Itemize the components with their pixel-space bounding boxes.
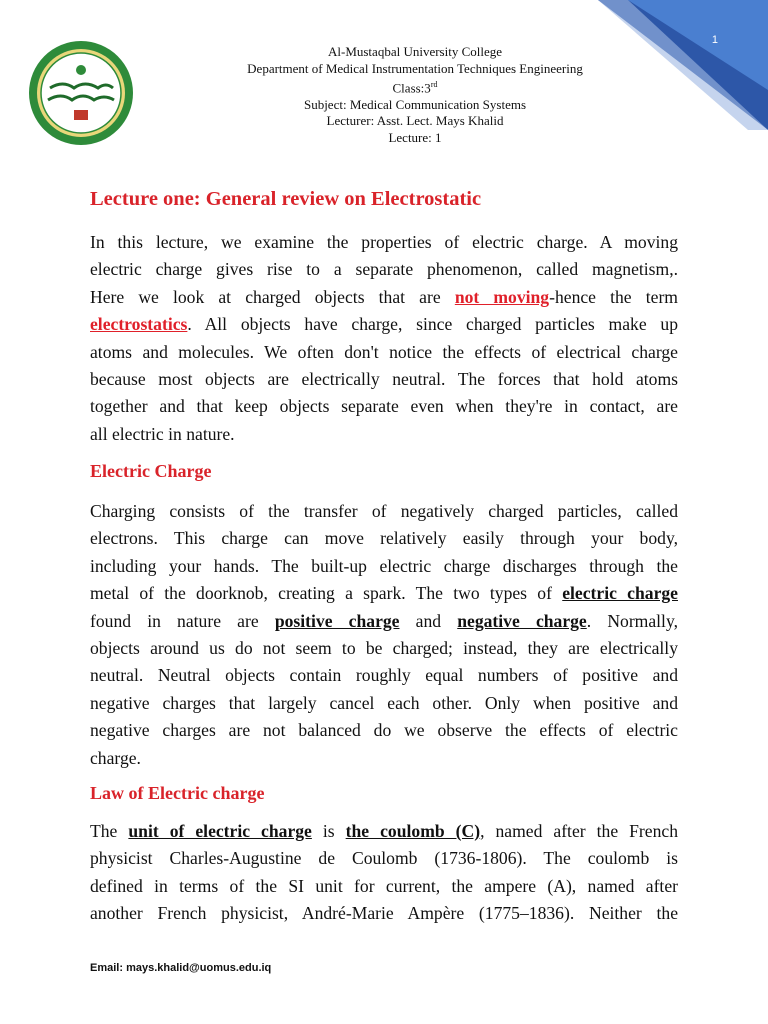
law-paragraph: The unit of electric charge is the coulomb (C), named after the French physicist Charles-Augustine de Coulomb (1736-1806). The coulomb is defined in terms of the SI unit for current, the ampere (A), named after another French physicist, André-Marie Ampère (1775–1836). Neither the xyxy=(90,821,678,924)
intro-paragraph: In this lecture, we examine the properties of electric charge. A moving electric charge gives rise to a separate phenomenon, called magnetism,. Here we look at charged objects that are not moving-hence the term electrostatics. All objects have charge, since charged particles make up atoms and molecules. We often don't notice the effects of electrical charge because most objects are electrically neutral. The forces that hold atoms together and that keep objects separate even when they're in contact, are all electric in nature. xyxy=(90,232,678,444)
section-heading-law-of-electric-charge: Law of Electric charge xyxy=(90,783,265,803)
institution-name: Al-Mustaqbal University College xyxy=(327,44,503,59)
electric-charge-paragraph: Charging consists of the transfer of negatively charged particles, called electrons. This charge can move relatively easily through your body, including your hands. The built-up electric charge discharges through the metal of the doorknob, creating a spark. The two types of electric charge found in nature are positive charge and negative charge. Normally, objects around us do not seem to be charged; instead, they are electrically neutral. Neutral objects contain roughly equal numbers of positive and negative charges that largely cancel each other. Only when positive and negative charges are not balanced do we observe the effects of electric charge. xyxy=(90,501,678,768)
subject-line: Subject: Medical Communication Systems xyxy=(303,96,527,112)
lecture-line: Lecture: 1 xyxy=(388,129,442,145)
not-moving-term: not moving xyxy=(454,286,550,307)
electrostatics-term: electrostatics xyxy=(90,314,188,335)
university-logo xyxy=(28,40,134,146)
document-header xyxy=(200,44,630,146)
department-name: Department of Medical Instrumentation Techniques Engineering xyxy=(247,60,583,76)
lecturer-line: Lecturer: Asst. Lect. Mays Khalid xyxy=(326,113,504,129)
page-number: 1 xyxy=(711,34,718,46)
footer-email: Email: mays.khalid@uomus.edu.iq xyxy=(90,962,272,974)
section-heading-electric-charge: Electric Charge xyxy=(90,461,212,481)
class-line: Class:3rd xyxy=(392,80,438,96)
page-title: Lecture one: General review on Electrostatic xyxy=(90,188,482,210)
